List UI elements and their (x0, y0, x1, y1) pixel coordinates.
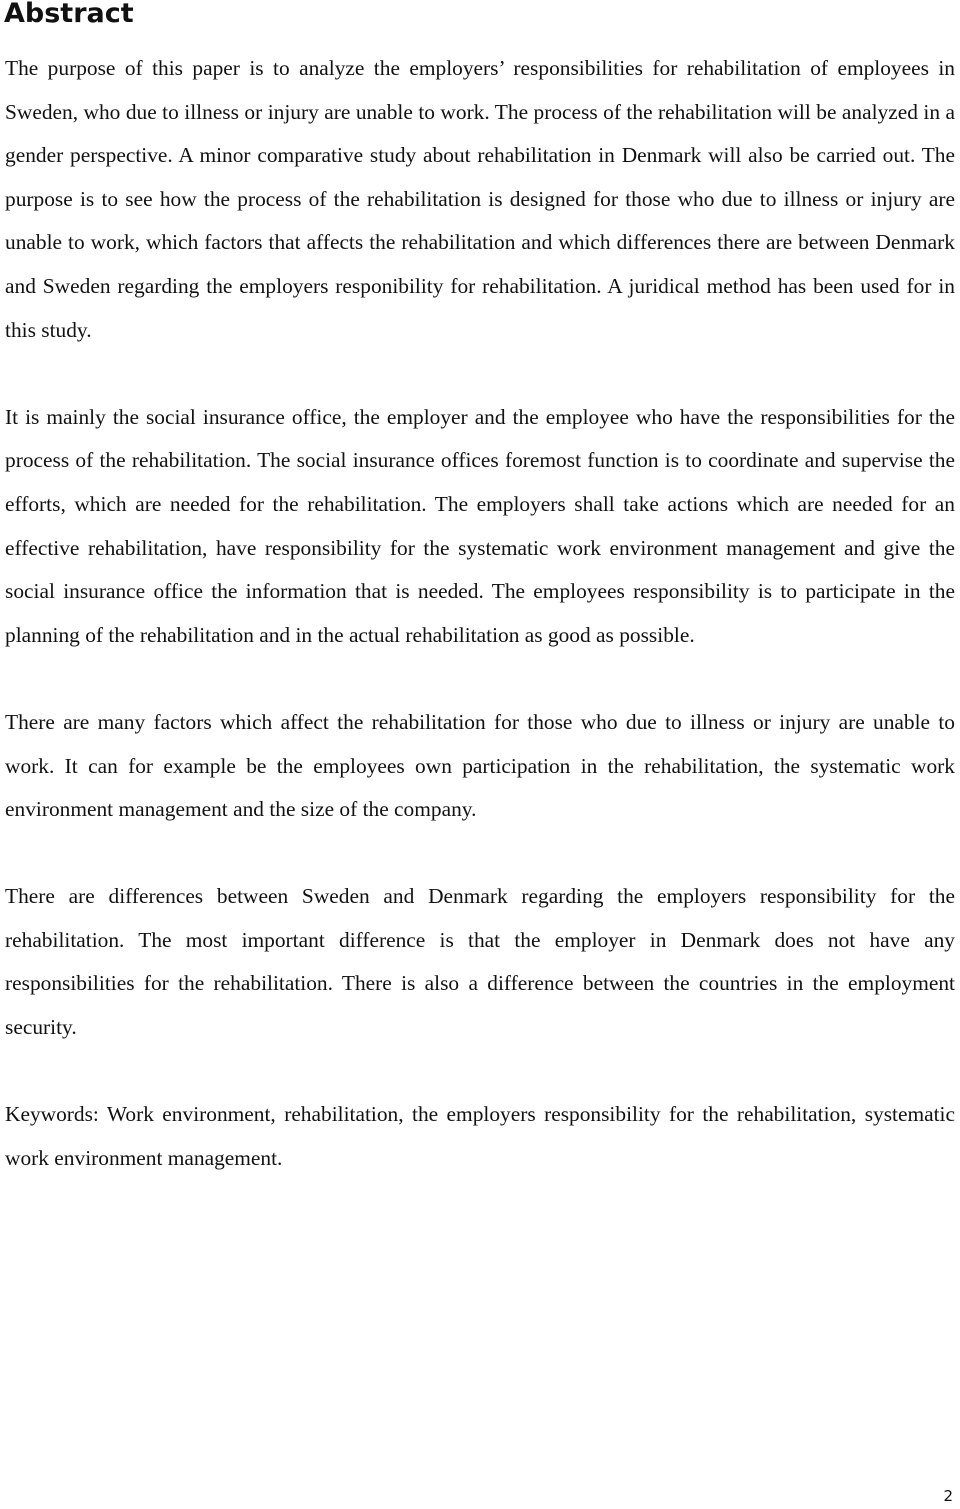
abstract-paragraph-responsibilities: It is mainly the social insurance office, the employer and the employee who have the responsibilities for the process of the rehabilitation. The social insurance offices foremost function is to coordinate and supervise the efforts, which are needed for the rehabilitation. The employers shall take actions which are needed for an effective rehabilitation, have responsibility for the systematic work environment management and give the social insurance office the information that is needed. The employees responsibility is to participate in the planning of the rehabilitation and in the actual rehabilitation as good as possible. (5, 404, 955, 647)
abstract-body (5, 47, 955, 1180)
abstract-paragraph-purpose: The purpose of this paper is to analyze the employers’ responsibilities for rehabilitation of employees in Sweden, who due to illness or injury are unable to work. The process of the rehabilitation will be analyzed in a gender perspective. A minor comparative study about rehabilitation in Denmark will also be carried out. The purpose is to see how the process of the rehabilitation is designed for those who due to illness or injury are unable to work, which factors that affects the rehabilitation and which differences there are between Denmark and Sweden regarding the employers responibility for rehabilitation. A juridical method has been used for in this study. (5, 56, 955, 342)
abstract-heading: Abstract (4, 0, 134, 29)
keywords-paragraph: Keywords: Work environment, rehabilitation, the employers responsibility for the rehabilitation, systematic work environment management. (5, 1102, 955, 1170)
page-number: 2 (943, 1487, 953, 1505)
abstract-paragraph-differences: There are differences between Sweden and Denmark regarding the employers responsibility for the rehabilitation. The most important difference is that the employer in Denmark does not have any responsibilities for the rehabilitation. There is also a difference between the countries in the employment security. (5, 884, 955, 1040)
abstract-paragraph-factors: There are many factors which affect the rehabilitation for those who due to illness or injury are unable to work. It can for example be the employees own participation in the rehabilitation, the systematic work environment management and the size of the company. (5, 709, 955, 822)
